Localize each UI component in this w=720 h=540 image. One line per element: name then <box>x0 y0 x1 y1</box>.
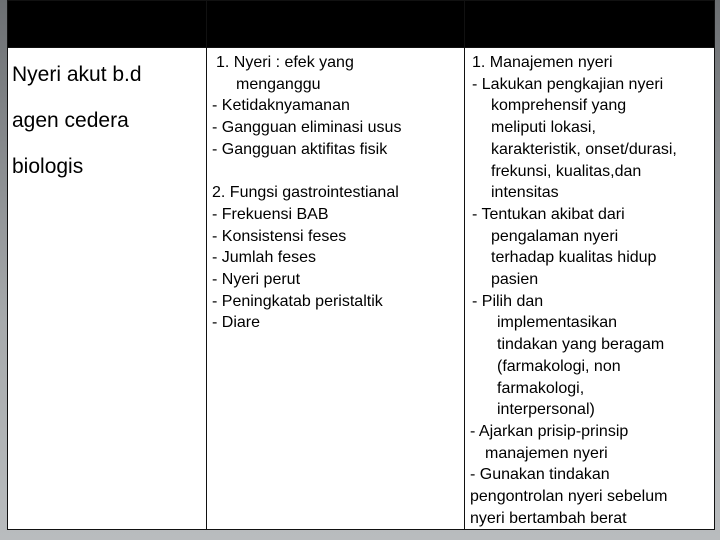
header-nic: NIC <box>465 1 715 48</box>
noc-cell <box>207 48 465 530</box>
noc-line: - Konsistensi feses <box>212 227 347 245</box>
nic-line: tindakan yang beragam <box>497 336 665 354</box>
nic-cell <box>465 48 715 530</box>
nic-line: 1. Manajemen nyeri <box>472 54 613 71</box>
noc-line: 2. Fungsi gastrointestianal <box>212 184 399 202</box>
diagnosis-cell <box>8 48 207 530</box>
noc-line: - Gangguan eliminasi usus <box>212 119 402 137</box>
nic-line: nyeri bertambah berat <box>470 509 627 527</box>
noc-line: - Ketidaknyamanan <box>212 97 350 115</box>
diagnosis-line: agen cedera <box>12 109 129 132</box>
nic-line: karakteristik, onset/durasi, <box>491 140 677 158</box>
nic-line: implementasikan <box>497 314 618 332</box>
header-noc: NOC <box>207 1 465 48</box>
nic-line: pengalaman nyeri <box>491 227 619 245</box>
content-row <box>8 48 715 530</box>
nic-line: interpersonal) <box>497 401 595 419</box>
noc-line: - Jumlah feses <box>212 249 317 267</box>
noc-line: - Frekuensi BAB <box>212 205 329 223</box>
noc-spacer <box>207 161 464 183</box>
nic-line: manajemen nyeri <box>485 444 608 462</box>
nic-line: - Ajarkan prisip-prinsip <box>470 422 629 440</box>
nic-line: - Lakukan pengkajian nyeri <box>472 75 664 93</box>
nic-line: frekunsi, kualitas,dan <box>491 162 642 180</box>
noc-line: - Gangguan aktifitas fisik <box>212 140 388 158</box>
nic-line: intensitas <box>491 184 559 202</box>
noc-line: - Diare <box>212 314 261 332</box>
nic-line: meliputi lokasi, <box>491 119 596 137</box>
header-diagnosis: Diagnosa keperawatan <box>8 1 207 48</box>
nic-line: terhadap kualitas hidup <box>491 249 657 267</box>
nic-line: - Gunakan tindakan <box>470 466 610 484</box>
diagnosis-line: Nyeri akut b.d <box>12 63 142 86</box>
noc-line: - Nyeri perut <box>212 271 301 289</box>
header-row <box>8 1 715 48</box>
diagnosis-line: biologis <box>12 155 84 178</box>
nic-line: pasien <box>491 271 539 289</box>
nic-line: farmakologi, <box>497 379 585 397</box>
nic-line: pengontrolan nyeri sebelum <box>470 488 668 506</box>
noc-line: menganggu <box>236 75 321 93</box>
nursing-care-table <box>7 0 715 530</box>
nic-line: - Tentukan akibat dari <box>472 205 625 223</box>
nic-line: komprehensif yang <box>491 97 627 115</box>
noc-line: 1. Nyeri : efek yang <box>216 54 354 71</box>
nic-line: (farmakologi, non <box>497 357 621 375</box>
nic-line: - Pilih dan <box>472 292 544 310</box>
noc-line: - Peningkatab peristaltik <box>212 292 383 310</box>
